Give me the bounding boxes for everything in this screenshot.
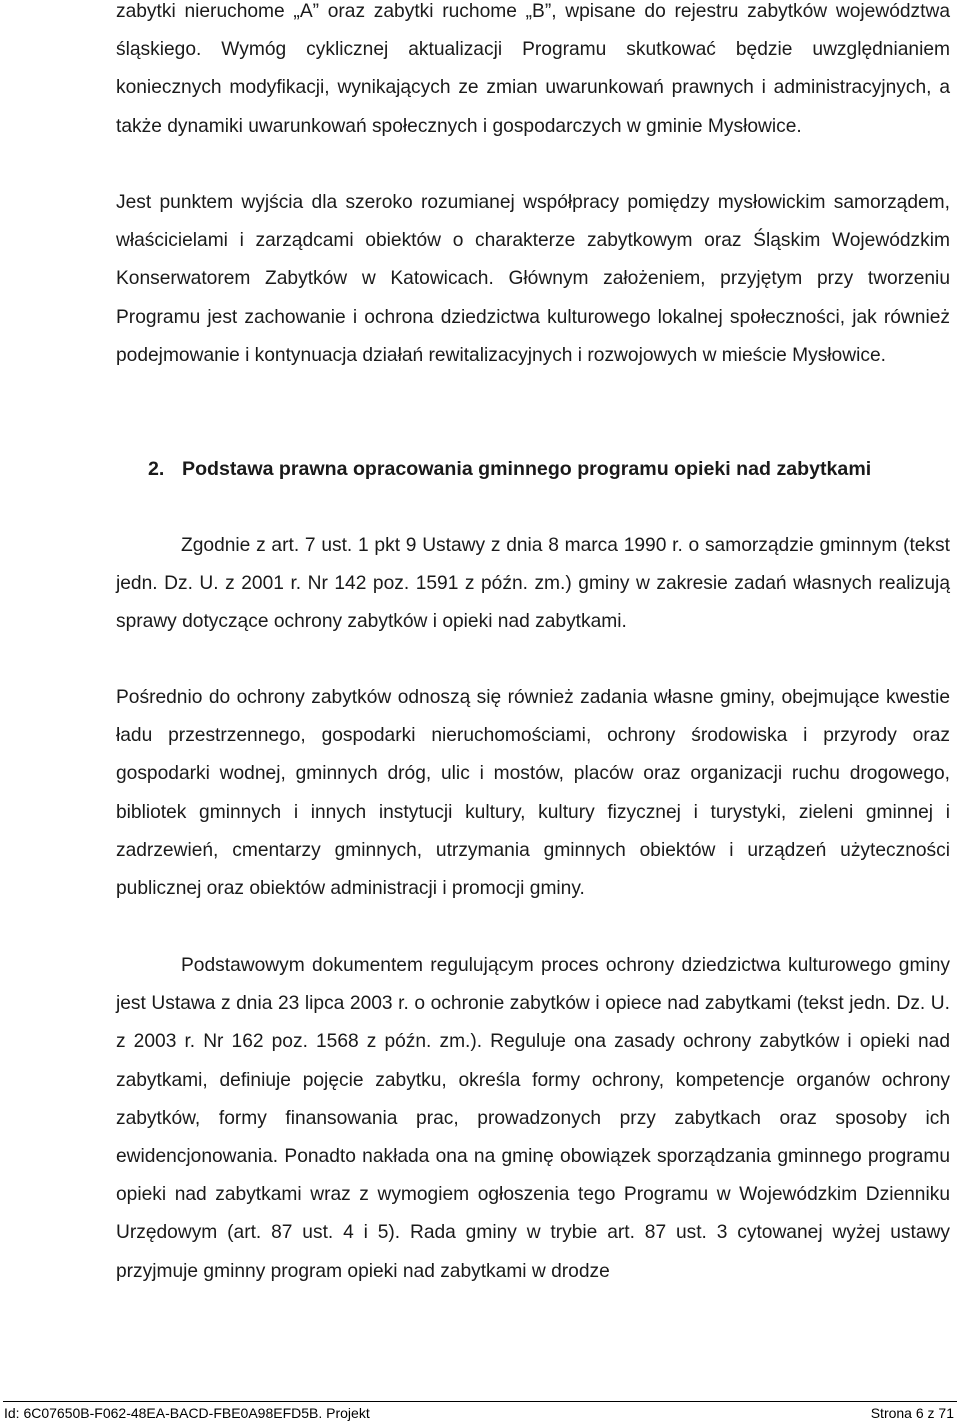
footer-document-id: Id: 6C07650B-F062-48EA-BACD-FBE0A98EFD5B. Projekt (4, 1405, 370, 1421)
paragraph-indirect-tasks: Pośrednio do ochrony zabytków odnoszą się również zadania własne gminy, obejmujące kwestie ładu przestrzennego, gospodarki nieruchomościami, ochrony środowiska i przyrody oraz gospodarki wodnej, gminnych dróg, ulic i mostów, placów oraz organizacji ruchu drogowego, bibliotek gminnych i innych instytucji kultury, kultury fizycznej i turystyki, zieleni gminnej i zadrzewień, cmentarzy gminnych, utrzymania gminnych obiektów i urządzeń użyteczności publicznej oraz obiektów administracji i promocji gminy. (116, 687, 950, 900)
paragraph-cooperation: Jest punktem wyjścia dla szeroko rozumianej współpracy pomiędzy mysłowickim samorządem, właścicielami i zarządcami obiektów o charakterze zabytkowym oraz Śląskim Wojewódzkim Konserwatorem Zabytków w Katowicach. Głównym założeniem, przyjętym przy tworzeniu Programu jest zachowanie i ochrona dziedzictwa kulturowego lokalnej społeczności, jak również podejmowanie i kontynuacja działań rewitalizacyjnych i rozwojowych w mieście Mysłowice. (116, 192, 950, 366)
section-number: 2. (148, 458, 165, 480)
footer-divider (3, 1401, 957, 1402)
footer-page-number: Strona 6 z 71 (870, 1405, 954, 1421)
section-title: Podstawa prawna opracowania gminnego programu opieki nad zabytkami (182, 458, 872, 480)
paragraph-basic-document: Podstawowym dokumentem regulującym proces ochrony dziedzictwa kulturowego gminy jest Ustawa z dnia 23 lipca 2003 r. o ochronie zabytków i opiece nad zabytkami (tekst jedn. Dz. U. z 2003 r. Nr 162 poz. 1568 z późn. zm.). Reguluje ona zasady ochrony zabytków i opieki nad zabytkami, definiuje pojęcie zabytku, określa formy ochrony, kompetencje organów ochrony zabytków, formy finansowania prac, prowadzonych przy zabytkach oraz sposoby ich ewidencjonowania. Ponadto nakłada ona na gminę obowiązek sporządzania gminnego programu opieki nad zabytkami wraz z wymogiem ogłoszenia tego Programu w Wojewódzkim Dzienniku Urzędowym (art. 87 ust. 4 i 5). Rada gminy w trybie art. 87 ust. 3 cytowanej wyżej ustawy przyjmuje gminny program opieki nad zabytkami w drodze (116, 955, 950, 1282)
paragraph-legal-basis: Zgodnie z art. 7 ust. 1 pkt 9 Ustawy z dnia 8 marca 1990 r. o samorządzie gminnym (tekst jedn. Dz. U. z 2001 r. Nr 142 poz. 1591 z późn. zm.) gminy w zakresie zadań własnych realizują sprawy dotyczące ochrony zabytków i opieki nad zabytkami. (116, 535, 950, 633)
paragraph-program-update: zabytki nieruchome „A” oraz zabytki ruchome „B”, wpisane do rejestru zabytków województwa śląskiego. Wymóg cyklicznej aktualizacji Programu skutkować będzie uwzględnianiem koniecznych modyfikacji, wynikających ze zmian uwarunkowań prawnych i administracyjnych, a także dynamiki uwarunkowań społecznych i gospodarczych w gminie Mysłowice. (116, 1, 950, 137)
section-heading (148, 450, 950, 488)
